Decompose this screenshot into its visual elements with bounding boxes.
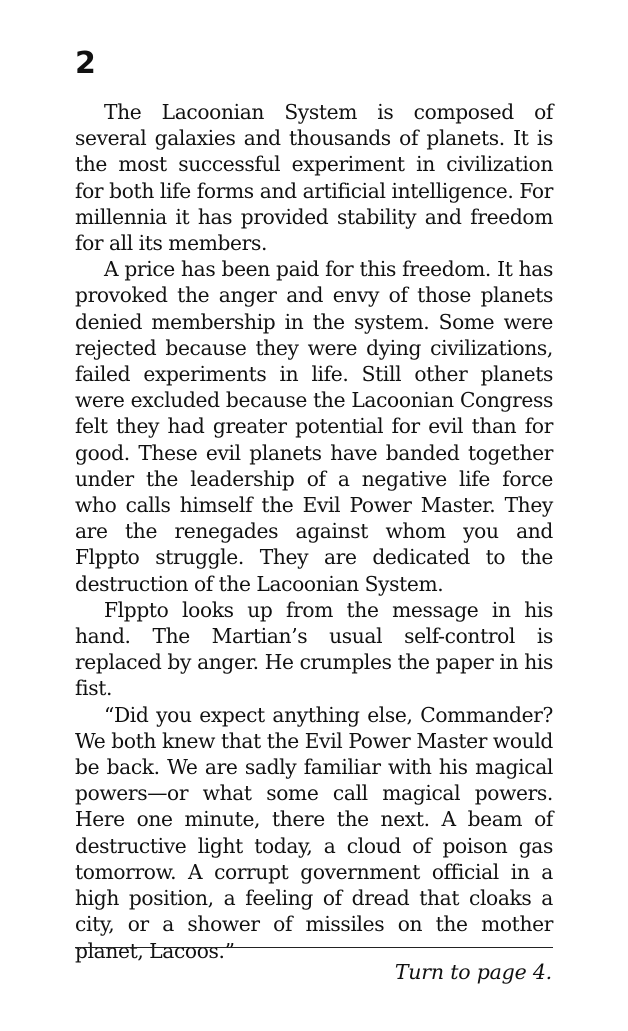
turn-to-page-instruction: Turn to page 4.: [394, 960, 552, 984]
paragraph-dialogue: “Did you expect anything else, Commander? We both knew that the Evil Power Master would be back. We are sadly familiar with his magical powers—or what some call magical powers. Here one minute, there the next. A beam of destructive light today, a cloud of poison gas tomorrow. A corrupt government official in a high position, a feeling of dread that cloaks a city, or a shower of missiles on the mother planet, Lacoos.”: [75, 702, 553, 963]
paragraph-price-of-freedom: A price has been paid for this freedom. It has provoked the anger and envy of those planets denied membership in the system. Some were rejected because they were dying civilizations, failed experiments in life. Still other planets were excluded because the Lacoonian Congress felt they had greater potential for evil than for good. These evil planets have banded together under the leadership of a negative life force who calls himself the Evil Power Master. They are the renegades against whom you and Flppto struggle. They are dedicated to the destruction of the Lacoonian System.: [75, 257, 553, 596]
page-number: 2: [75, 46, 96, 81]
paragraph-lacoonian-system: The Lacoonian System is composed of several galaxies and thousands of planets. It is the most successful experiment in civilization for both life forms and artificial intelligence. For millennia it has provided stability and freedom for all its members.: [75, 100, 553, 256]
story-text: [75, 99, 553, 964]
footer-divider: [75, 947, 553, 948]
paragraph-flppto-message: Flppto looks up from the message in his hand. The Martian’s usual self-control is replaced by anger. He crumples the paper in his fist.: [75, 597, 553, 701]
